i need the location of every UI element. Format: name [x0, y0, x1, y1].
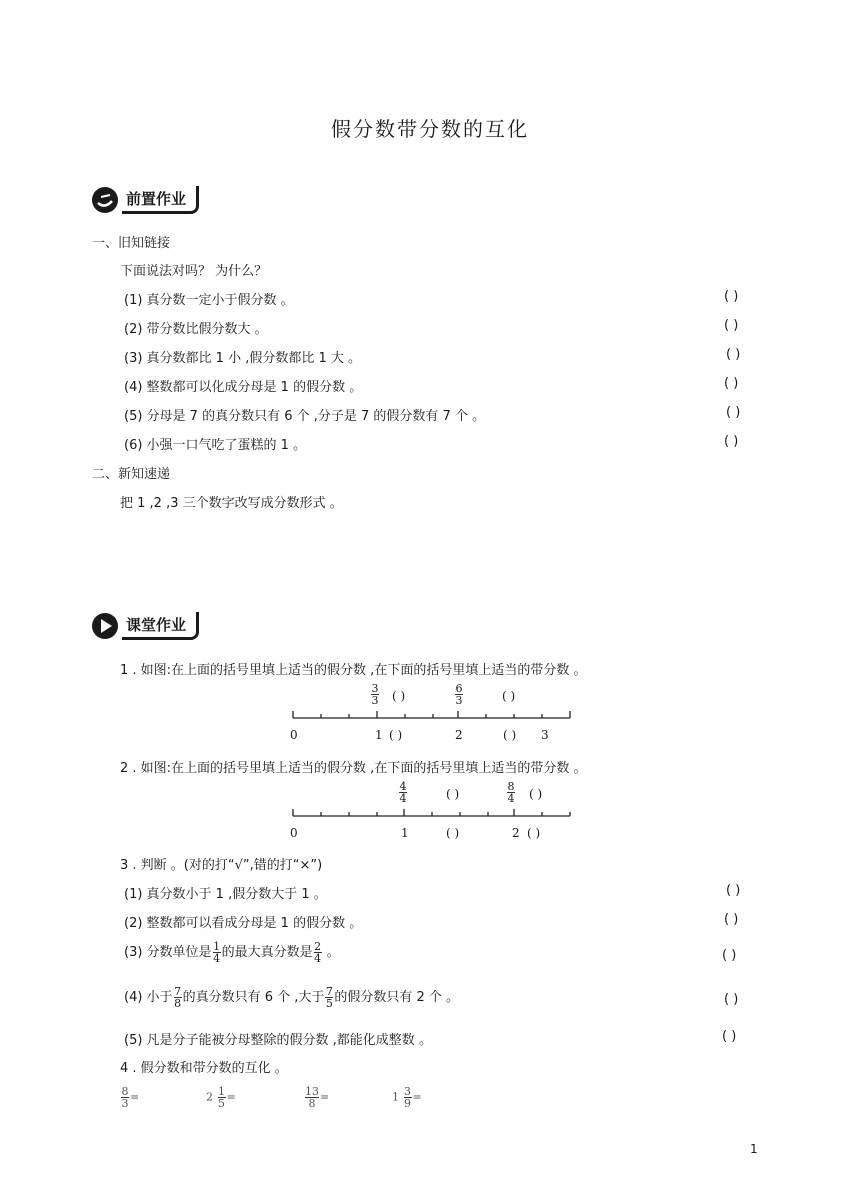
part2-prompt: 把 1 ,2 ,3 三个数字改写成分数形式 。: [120, 496, 343, 511]
question-2: 2 . 如图:在上面的括号里填上适当的假分数 ,在下面的括号里填上适当的带分数 。: [120, 761, 587, 776]
conversion-item: $\frac{8}{3}$ =: [121, 1085, 140, 1110]
question-3: 3 . 判断 。(对的打“√”,错的打“×”): [120, 858, 323, 873]
answer-paren[interactable]: ( ): [724, 912, 739, 927]
tick-label: 2: [455, 728, 463, 742]
list-item: (5) 分母是 7 的真分数只有 6 个 ,分子是 7 的假分数有 7 个 。: [124, 409, 486, 424]
fraction-label: $\frac{3}{3}$: [371, 682, 379, 707]
answer-paren[interactable]: ( ): [502, 689, 516, 703]
question-4: 4 . 假分数和带分数的互化 。: [120, 1061, 288, 1076]
fraction-label: $\frac{6}{3}$: [455, 682, 463, 707]
fraction: $\frac{7}{5}$: [325, 985, 333, 1010]
list-item: (2) 带分数比假分数大 。: [124, 322, 268, 337]
conversion-item: $\frac{13}{8}$ =: [305, 1085, 330, 1110]
list-item: (4) 小于 $\frac{7}{8}$ 的真分数只有 6 个 ,大于 $\frac{7}{5}$ 的假分数只有 2 个 。: [124, 985, 460, 1010]
answer-paren[interactable]: ( ): [726, 405, 741, 420]
question-1: 1 . 如图:在上面的括号里填上适当的假分数 ,在下面的括号里填上适当的带分数 。: [120, 663, 587, 678]
fraction: $\frac{7}{8}$: [174, 985, 182, 1010]
tick-label: 0: [290, 728, 298, 742]
answer-paren[interactable]: ( ): [726, 883, 741, 898]
section-label-class: 课堂作业: [122, 612, 199, 640]
play-circle-icon: [92, 613, 118, 639]
tick-label: 3: [541, 728, 549, 742]
list-item: (1) 真分数小于 1 ,假分数大于 1 。: [124, 887, 327, 902]
number-line-2: [290, 804, 576, 820]
list-item: (3) 真分数都比 1 小 ,假分数都比 1 大 。: [124, 351, 362, 366]
tick-label: 1: [401, 826, 409, 840]
answer-paren[interactable]: ( ): [724, 376, 739, 391]
list-item: (4) 整数都可以化成分母是 1 的假分数 。: [124, 380, 363, 395]
answer-paren[interactable]: ( ): [724, 992, 739, 1007]
answer-paren[interactable]: ( ): [446, 787, 460, 801]
list-item: (1) 真分数一定小于假分数 。: [124, 293, 294, 308]
page-number: 1: [750, 1142, 758, 1156]
section-badge-class: [92, 612, 199, 640]
list-item: (2) 整数都可以看成分母是 1 的假分数 。: [124, 916, 363, 931]
conversion-item: 1 $\frac{3}{9}$ =: [392, 1085, 422, 1110]
fraction-label: $\frac{8}{4}$: [507, 780, 515, 805]
page-title: 假分数带分数的互化: [331, 117, 529, 141]
answer-paren[interactable]: ( ): [527, 826, 541, 840]
answer-paren[interactable]: ( ): [389, 728, 403, 742]
fraction: $\frac{1}{4}$: [213, 940, 221, 965]
fraction: $\frac{2}{4}$: [314, 940, 322, 965]
list-item: (5) 凡是分子能被分母整除的假分数 ,都能化成整数 。: [124, 1033, 432, 1048]
section-badge-pre: [92, 186, 199, 214]
part1-heading: 一、旧知链接: [92, 236, 171, 251]
part1-prompt: 下面说法对吗？ 为什么？: [120, 264, 268, 279]
answer-paren[interactable]: ( ): [722, 1029, 737, 1044]
answer-paren[interactable]: ( ): [726, 347, 741, 362]
answer-paren[interactable]: ( ): [503, 728, 517, 742]
answer-paren[interactable]: ( ): [446, 826, 460, 840]
answer-paren[interactable]: ( ): [724, 289, 739, 304]
conversion-item: 2 $\frac{1}{5}$ =: [206, 1085, 236, 1110]
number-line-1: [290, 706, 576, 722]
tick-label: 2: [512, 826, 520, 840]
fraction-label: $\frac{4}{4}$: [399, 780, 407, 805]
part2-heading: 二、新知速递: [92, 467, 171, 482]
pen-circle-icon: [92, 187, 118, 213]
tick-label: 0: [290, 826, 298, 840]
tick-label: 1: [375, 728, 383, 742]
answer-paren[interactable]: ( ): [529, 787, 543, 801]
answer-paren[interactable]: ( ): [392, 689, 406, 703]
answer-paren[interactable]: ( ): [724, 318, 739, 333]
section-label-pre: 前置作业: [122, 186, 199, 214]
list-item: (3) 分数单位是 $\frac{1}{4}$ 的最大真分数是 $\frac{2}{4}$ 。: [124, 940, 340, 965]
answer-paren[interactable]: ( ): [724, 434, 739, 449]
answer-paren[interactable]: ( ): [722, 948, 737, 963]
list-item: (6) 小强一口气吃了蛋糕的 1 。: [124, 438, 307, 453]
